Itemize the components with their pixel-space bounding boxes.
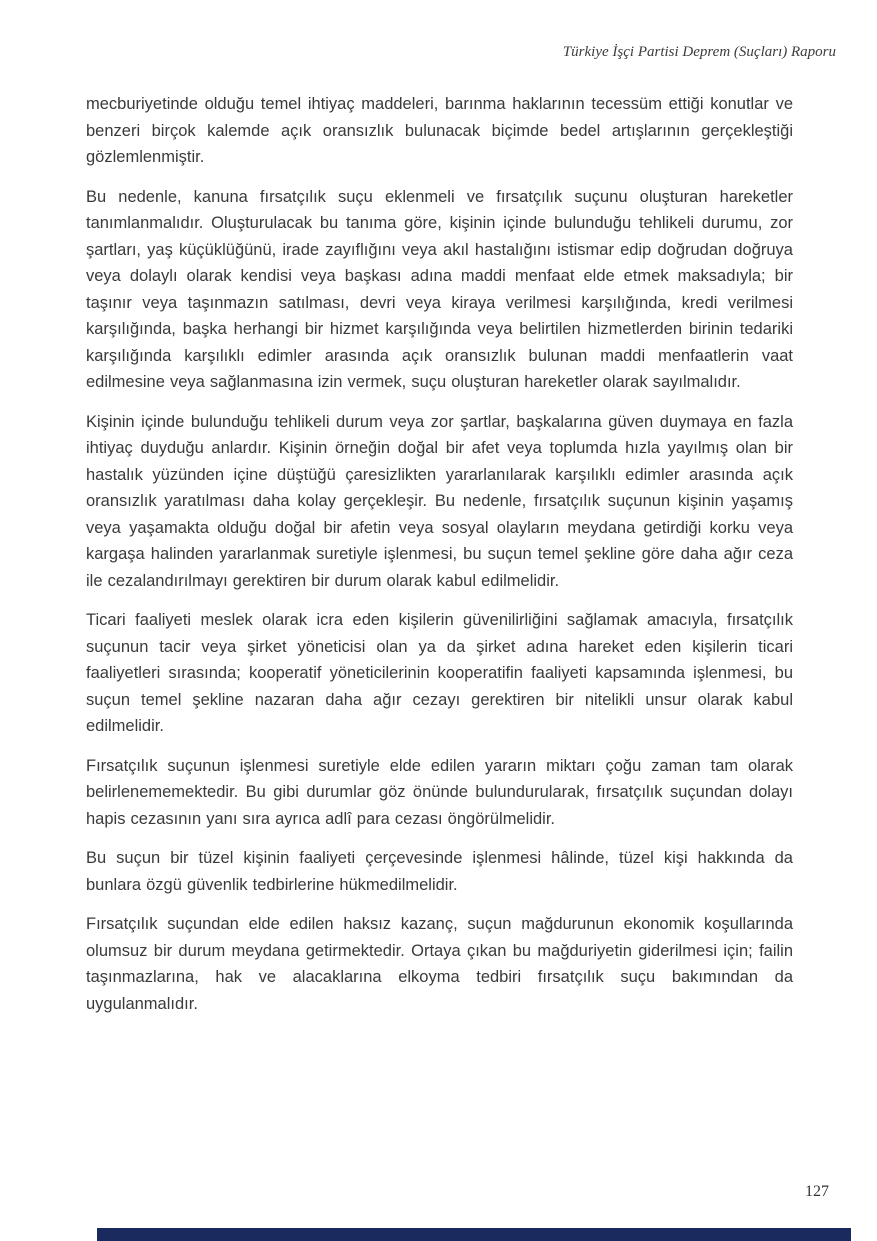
paragraph: Bu suçun bir tüzel kişinin faaliyeti çerçevesinde işlenmesi hâlinde, tüzel kişi hakkında da bunlara özgü güvenlik tedbirlerine hükmedilmelidir. <box>86 849 793 894</box>
paragraph: Fırsatçılık suçunun işlenmesi suretiyle elde edilen yararın miktarı çoğu zaman tam olarak belirlenememektedir. Bu gibi durumlar göz önünde bulundurularak, fırsatçılık suçundan dolayı hapis cezasının yanı sıra ayrıca adlî para cezası öngörülmelidir. <box>86 756 793 828</box>
report-header-title: Türkiye İşçi Partisi Deprem (Suçları) Raporu <box>562 44 836 60</box>
body-text <box>86 91 793 1017</box>
page-number: 127 <box>805 1183 829 1200</box>
bottom-accent-bar <box>97 1228 851 1241</box>
paragraph: Ticari faaliyeti meslek olarak icra eden kişilerin güvenilirliğini sağlamak amacıyla, fırsatçılık suçunun tacir veya şirket yöneticisi olan ya da şirket adına hareket eden kişilerin ticari faaliyetleri sırasında; kooperatif yöneticilerinin kooperatifin faaliyeti kapsamında işlenmesi, bu suçun temel şekline nazaran daha ağır cezayı gerektiren bir nitelikli unsur olarak kabul edilmelidir. <box>86 611 793 735</box>
paragraph: Fırsatçılık suçundan elde edilen haksız kazanç, suçun mağdurunun ekonomik koşullarında olumsuz bir durum meydana getirmektedir. Ortaya çıkan bu mağduriyetin giderilmesi için; failin taşınmazlarına, hak ve alacaklarına elkoyma tedbiri fırsatçılık suçu bakımından da uygulanmalıdır. <box>86 915 793 1013</box>
paragraph: Kişinin içinde bulunduğu tehlikeli durum veya zor şartlar, başkalarına güven duymaya en fazla ihtiyaç duyduğu anlardır. Kişinin örneğin doğal bir afet veya toplumda hızla yayılmış olan bir hastalık yüzünden içine düştüğü çaresizlikten yararlanılarak karşılıklı edimler arasında açık oransızlık yaratılması daha kolay gerçekleşir. Bu nedenle, fırsatçılık suçunun kişinin yaşamış veya yaşamakta olduğu doğal bir afetin veya sosyal olayların meydana getirdiği korku veya kargaşa halinden yararlanmak suretiyle işlenmesi, bu suçun temel şekline göre daha ağır ceza ile cezalandırılmayı gerektiren bir durum olarak kabul edilmelidir. <box>86 412 793 590</box>
paragraph: mecburiyetinde olduğu temel ihtiyaç maddeleri, barınma haklarının tecessüm ettiği konutlar ve benzeri birçok kalemde açık oransızlık bulunacak biçimde bedel artışlarının gerçekleştiği gözlemlenmiştir. <box>86 95 793 166</box>
paragraph: Bu nedenle, kanuna fırsatçılık suçu eklenmeli ve fırsatçılık suçunu oluşturan hareketler tanımlanmalıdır. Oluşturulacak bu tanıma göre, kişinin içinde bulunduğu tehlikeli durumu, zor şartları, yaş küçüklüğünü, irade zayıflığını veya akıl hastalığını istismar edip doğrudan doğruya veya dolaylı olarak kendisi veya başkası adına maddi menfaat elde etmek maksadıyla; bir taşınır veya taşınmazın satılması, devri veya kiraya verilmesi karşılığında, kredi verilmesi karşılığında, başka herhangi bir hizmet karşılığında veya belirtilen hizmetlerden birinin tedariki karşılığında karşılıklı edimler arasında açık oransızlık bulunan maddi menfaatlerin vaat edilmesine veya sağlanmasına izin vermek, suçu oluşturan hareketler olarak sayılmalıdır. <box>86 187 793 391</box>
